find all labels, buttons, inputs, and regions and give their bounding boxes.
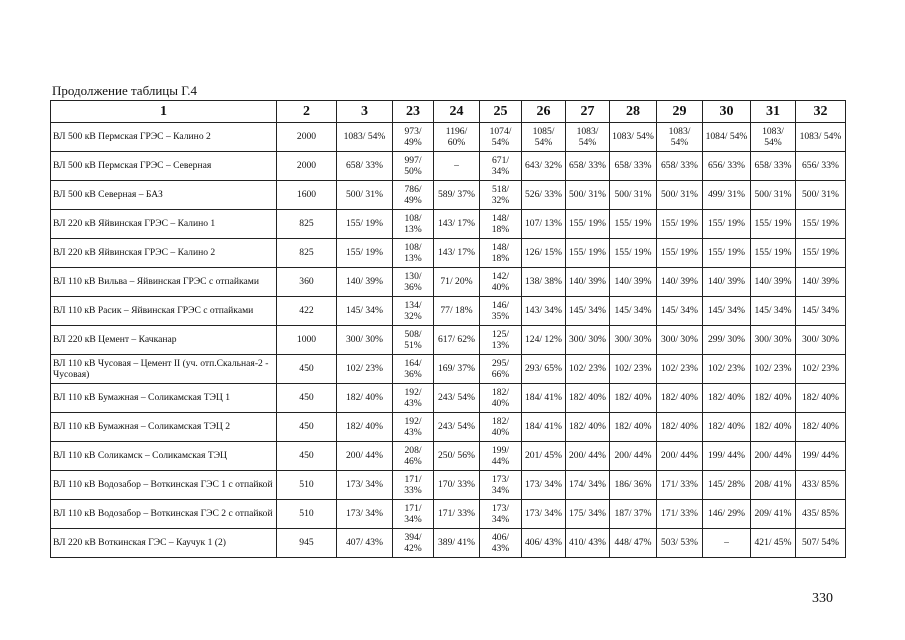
capacity-cell: 422 xyxy=(277,297,337,326)
column-header-32: 32 xyxy=(796,101,846,123)
load-cell: 500/ 31% xyxy=(657,181,703,210)
table-row xyxy=(51,297,846,326)
line-name-cell: ВЛ 110 кВ Водозабор – Воткинская ГЭС 2 с отпайкой xyxy=(51,500,277,529)
capacity-cell: 360 xyxy=(277,268,337,297)
table-row xyxy=(51,152,846,181)
table-row xyxy=(51,500,846,529)
load-cell: 124/ 12% xyxy=(522,326,566,355)
table-row xyxy=(51,210,846,239)
column-header-26: 26 xyxy=(522,101,566,123)
load-cell: 243/ 54% xyxy=(434,384,480,413)
load-cell: 300/ 30% xyxy=(796,326,846,355)
load-cell: 526/ 33% xyxy=(522,181,566,210)
load-cell: 182/ 40% xyxy=(703,413,751,442)
load-cell: 293/ 65% xyxy=(522,355,566,384)
load-cell: 126/ 15% xyxy=(522,239,566,268)
load-cell: 1083/ 54% xyxy=(657,123,703,152)
load-cell: 143/ 17% xyxy=(434,239,480,268)
line-name-cell: ВЛ 110 кВ Чусовая – Цемент II (уч. отп.Скальная-2 - Чусовая) xyxy=(51,355,277,384)
load-cell: 182/ 40% xyxy=(751,413,796,442)
header-row xyxy=(51,101,846,123)
column-header-30: 30 xyxy=(703,101,751,123)
load-cell: 182/ 40% xyxy=(337,413,393,442)
capacity-cell: 2000 xyxy=(277,123,337,152)
load-cell: 148/ 18% xyxy=(480,239,522,268)
table-row xyxy=(51,529,846,558)
table-row xyxy=(51,326,846,355)
line-name-cell: ВЛ 110 кВ Бумажная – Соликамская ТЭЦ 1 xyxy=(51,384,277,413)
capacity-cell: 2000 xyxy=(277,152,337,181)
load-cell: 142/ 40% xyxy=(480,268,522,297)
load-cell: 140/ 39% xyxy=(566,268,610,297)
load-cell: 145/ 34% xyxy=(337,297,393,326)
capacity-cell: 825 xyxy=(277,210,337,239)
load-cell: 1083/ 54% xyxy=(337,123,393,152)
load-cell: 500/ 31% xyxy=(337,181,393,210)
load-cell: 499/ 31% xyxy=(703,181,751,210)
table-row xyxy=(51,384,846,413)
line-name-cell: ВЛ 110 кВ Расик – Яйвинская ГРЭС с отпайками xyxy=(51,297,277,326)
load-cell: 658/ 33% xyxy=(566,152,610,181)
load-cell: 173/ 34% xyxy=(337,471,393,500)
load-cell: 435/ 85% xyxy=(796,500,846,529)
capacity-cell: 510 xyxy=(277,471,337,500)
load-cell: 102/ 23% xyxy=(337,355,393,384)
capacity-cell: 450 xyxy=(277,355,337,384)
table-row xyxy=(51,355,846,384)
load-cell: 186/ 36% xyxy=(610,471,657,500)
load-cell: 155/ 19% xyxy=(610,239,657,268)
load-cell: 173/ 34% xyxy=(480,500,522,529)
load-cell: 508/ 51% xyxy=(393,326,434,355)
column-header-3: 3 xyxy=(337,101,393,123)
load-cell: 155/ 19% xyxy=(703,239,751,268)
load-cell: 140/ 39% xyxy=(337,268,393,297)
load-cell: 182/ 40% xyxy=(566,384,610,413)
load-cell: 182/ 40% xyxy=(657,384,703,413)
load-cell: 786/ 49% xyxy=(393,181,434,210)
capacity-cell: 510 xyxy=(277,500,337,529)
line-name-cell: ВЛ 500 кВ Пермская ГРЭС – Калино 2 xyxy=(51,123,277,152)
load-cell: 656/ 33% xyxy=(703,152,751,181)
load-cell: 199/ 44% xyxy=(480,442,522,471)
load-cell: 155/ 19% xyxy=(796,210,846,239)
load-cell: 208/ 41% xyxy=(751,471,796,500)
page-number: 330 xyxy=(812,591,833,606)
load-cell: 200/ 44% xyxy=(566,442,610,471)
load-cell: 1196/ 60% xyxy=(434,123,480,152)
load-cell: 155/ 19% xyxy=(566,239,610,268)
load-cell: 448/ 47% xyxy=(610,529,657,558)
load-cell: 155/ 19% xyxy=(337,210,393,239)
column-header-29: 29 xyxy=(657,101,703,123)
load-cell: 107/ 13% xyxy=(522,210,566,239)
line-name-cell: ВЛ 110 кВ Соликамск – Соликамская ТЭЦ xyxy=(51,442,277,471)
load-cell: – xyxy=(434,152,480,181)
load-cell: 140/ 39% xyxy=(751,268,796,297)
load-cell: 155/ 19% xyxy=(657,210,703,239)
load-cell: 155/ 19% xyxy=(751,239,796,268)
load-cell: 208/ 46% xyxy=(393,442,434,471)
load-cell: 643/ 32% xyxy=(522,152,566,181)
load-cell: 182/ 40% xyxy=(796,384,846,413)
load-cell: 171/ 33% xyxy=(393,471,434,500)
load-cell: 192/ 43% xyxy=(393,413,434,442)
load-cell: 182/ 40% xyxy=(703,384,751,413)
load-cell: 1085/ 54% xyxy=(522,123,566,152)
load-cell: 130/ 36% xyxy=(393,268,434,297)
load-cell: 658/ 33% xyxy=(337,152,393,181)
line-name-cell: ВЛ 220 кВ Цемент – Качканар xyxy=(51,326,277,355)
load-cell: 182/ 40% xyxy=(610,413,657,442)
column-header-27: 27 xyxy=(566,101,610,123)
load-cell: 997/ 50% xyxy=(393,152,434,181)
load-cell: 148/ 18% xyxy=(480,210,522,239)
load-cell: 146/ 35% xyxy=(480,297,522,326)
load-cell: 140/ 39% xyxy=(610,268,657,297)
load-cell: 140/ 39% xyxy=(657,268,703,297)
load-cell: 155/ 19% xyxy=(566,210,610,239)
load-cell: 421/ 45% xyxy=(751,529,796,558)
load-cell: 77/ 18% xyxy=(434,297,480,326)
load-cell: 182/ 40% xyxy=(566,413,610,442)
load-cell: 1083/ 54% xyxy=(566,123,610,152)
column-header-31: 31 xyxy=(751,101,796,123)
column-header-25: 25 xyxy=(480,101,522,123)
load-cell: 1083/ 54% xyxy=(610,123,657,152)
load-cell: 658/ 33% xyxy=(751,152,796,181)
column-header-1: 1 xyxy=(51,101,277,123)
load-cell: 173/ 34% xyxy=(522,471,566,500)
load-cell: 145/ 34% xyxy=(566,297,610,326)
load-cell: 182/ 40% xyxy=(480,413,522,442)
load-cell: 182/ 40% xyxy=(751,384,796,413)
load-cell: 173/ 34% xyxy=(480,471,522,500)
load-cell: 518/ 32% xyxy=(480,181,522,210)
table-row xyxy=(51,123,846,152)
line-name-cell: ВЛ 500 кВ Северная – БАЗ xyxy=(51,181,277,210)
load-cell: 671/ 34% xyxy=(480,152,522,181)
table-body xyxy=(51,123,846,558)
load-cell: 658/ 33% xyxy=(657,152,703,181)
load-cell: 145/ 34% xyxy=(703,297,751,326)
load-cell: 199/ 44% xyxy=(703,442,751,471)
table-row xyxy=(51,181,846,210)
load-cell: 295/ 66% xyxy=(480,355,522,384)
load-cell: 171/ 33% xyxy=(434,500,480,529)
load-cell: 201/ 45% xyxy=(522,442,566,471)
load-cell: 500/ 31% xyxy=(751,181,796,210)
load-cell: 1083/ 54% xyxy=(796,123,846,152)
load-cell: 200/ 44% xyxy=(337,442,393,471)
column-header-28: 28 xyxy=(610,101,657,123)
table-caption: Продолжение таблицы Г.4 xyxy=(52,83,198,98)
load-cell: 145/ 34% xyxy=(796,297,846,326)
column-header-23: 23 xyxy=(393,101,434,123)
capacity-cell: 450 xyxy=(277,384,337,413)
line-name-cell: ВЛ 220 кВ Воткинская ГЭС – Каучук 1 (2) xyxy=(51,529,277,558)
load-cell: 500/ 31% xyxy=(610,181,657,210)
load-cell: 108/ 13% xyxy=(393,239,434,268)
capacity-cell: 450 xyxy=(277,413,337,442)
load-cell: 155/ 19% xyxy=(657,239,703,268)
load-cell: 589/ 37% xyxy=(434,181,480,210)
load-cell: 199/ 44% xyxy=(796,442,846,471)
load-cell: 140/ 39% xyxy=(796,268,846,297)
column-header-24: 24 xyxy=(434,101,480,123)
load-cell: 155/ 19% xyxy=(751,210,796,239)
load-cell: 973/ 49% xyxy=(393,123,434,152)
load-cell: 406/ 43% xyxy=(480,529,522,558)
load-cell: 102/ 23% xyxy=(657,355,703,384)
load-cell: 507/ 54% xyxy=(796,529,846,558)
load-cell: 394/ 42% xyxy=(393,529,434,558)
load-cell: 173/ 34% xyxy=(337,500,393,529)
load-cell: 169/ 37% xyxy=(434,355,480,384)
load-cell: 187/ 37% xyxy=(610,500,657,529)
load-cell: 155/ 19% xyxy=(796,239,846,268)
load-cell: 175/ 34% xyxy=(566,500,610,529)
load-cell: 250/ 56% xyxy=(434,442,480,471)
load-cell: 155/ 19% xyxy=(610,210,657,239)
load-cell: 170/ 33% xyxy=(434,471,480,500)
column-header-2: 2 xyxy=(277,101,337,123)
load-table xyxy=(50,100,846,558)
load-cell: 200/ 44% xyxy=(657,442,703,471)
load-cell: 182/ 40% xyxy=(657,413,703,442)
load-cell: 146/ 29% xyxy=(703,500,751,529)
load-cell: 1074/ 54% xyxy=(480,123,522,152)
load-cell: 145/ 34% xyxy=(657,297,703,326)
load-cell: 503/ 53% xyxy=(657,529,703,558)
line-name-cell: ВЛ 110 кВ Вильва – Яйвинская ГРЭС с отпайками xyxy=(51,268,277,297)
load-cell: 71/ 20% xyxy=(434,268,480,297)
load-cell: 299/ 30% xyxy=(703,326,751,355)
capacity-cell: 1000 xyxy=(277,326,337,355)
load-cell: 243/ 54% xyxy=(434,413,480,442)
table-row xyxy=(51,268,846,297)
load-cell: 182/ 40% xyxy=(480,384,522,413)
load-cell: 138/ 38% xyxy=(522,268,566,297)
load-cell: 102/ 23% xyxy=(566,355,610,384)
table-row xyxy=(51,239,846,268)
table-row xyxy=(51,471,846,500)
load-cell: 174/ 34% xyxy=(566,471,610,500)
load-cell: 143/ 34% xyxy=(522,297,566,326)
load-cell: 200/ 44% xyxy=(610,442,657,471)
load-cell: 617/ 62% xyxy=(434,326,480,355)
line-name-cell: ВЛ 110 кВ Бумажная – Соликамская ТЭЦ 2 xyxy=(51,413,277,442)
load-cell: 182/ 40% xyxy=(796,413,846,442)
load-cell: 184/ 41% xyxy=(522,413,566,442)
load-cell: 134/ 32% xyxy=(393,297,434,326)
load-cell: – xyxy=(703,529,751,558)
load-cell: 182/ 40% xyxy=(610,384,657,413)
load-cell: 300/ 30% xyxy=(337,326,393,355)
load-cell: 164/ 36% xyxy=(393,355,434,384)
load-cell: 658/ 33% xyxy=(610,152,657,181)
load-cell: 171/ 34% xyxy=(393,500,434,529)
load-cell: 145/ 34% xyxy=(610,297,657,326)
load-cell: 155/ 19% xyxy=(703,210,751,239)
table-row xyxy=(51,442,846,471)
load-cell: 102/ 23% xyxy=(796,355,846,384)
load-cell: 108/ 13% xyxy=(393,210,434,239)
load-cell: 300/ 30% xyxy=(657,326,703,355)
load-cell: 407/ 43% xyxy=(337,529,393,558)
capacity-cell: 1600 xyxy=(277,181,337,210)
line-name-cell: ВЛ 220 кВ Яйвинская ГРЭС – Калино 1 xyxy=(51,210,277,239)
capacity-cell: 450 xyxy=(277,442,337,471)
load-cell: 125/ 13% xyxy=(480,326,522,355)
load-cell: 433/ 85% xyxy=(796,471,846,500)
load-cell: 140/ 39% xyxy=(703,268,751,297)
load-cell: 102/ 23% xyxy=(703,355,751,384)
load-cell: 410/ 43% xyxy=(566,529,610,558)
load-cell: 500/ 31% xyxy=(796,181,846,210)
load-cell: 406/ 43% xyxy=(522,529,566,558)
load-cell: 192/ 43% xyxy=(393,384,434,413)
load-cell: 500/ 31% xyxy=(566,181,610,210)
capacity-cell: 945 xyxy=(277,529,337,558)
line-name-cell: ВЛ 220 кВ Яйвинская ГРЭС – Калино 2 xyxy=(51,239,277,268)
load-cell: 300/ 30% xyxy=(610,326,657,355)
load-cell: 155/ 19% xyxy=(337,239,393,268)
load-cell: 209/ 41% xyxy=(751,500,796,529)
load-cell: 171/ 33% xyxy=(657,500,703,529)
load-cell: 1083/ 54% xyxy=(751,123,796,152)
load-cell: 184/ 41% xyxy=(522,384,566,413)
load-cell: 171/ 33% xyxy=(657,471,703,500)
load-cell: 173/ 34% xyxy=(522,500,566,529)
capacity-cell: 825 xyxy=(277,239,337,268)
load-cell: 143/ 17% xyxy=(434,210,480,239)
load-cell: 656/ 33% xyxy=(796,152,846,181)
load-cell: 145/ 34% xyxy=(751,297,796,326)
load-cell: 1084/ 54% xyxy=(703,123,751,152)
load-cell: 389/ 41% xyxy=(434,529,480,558)
load-cell: 102/ 23% xyxy=(751,355,796,384)
load-cell: 300/ 30% xyxy=(751,326,796,355)
load-cell: 145/ 28% xyxy=(703,471,751,500)
load-cell: 300/ 30% xyxy=(566,326,610,355)
line-name-cell: ВЛ 500 кВ Пермская ГРЭС – Северная xyxy=(51,152,277,181)
load-cell: 200/ 44% xyxy=(751,442,796,471)
load-cell: 102/ 23% xyxy=(610,355,657,384)
line-name-cell: ВЛ 110 кВ Водозабор – Воткинская ГЭС 1 с отпайкой xyxy=(51,471,277,500)
load-cell: 182/ 40% xyxy=(337,384,393,413)
table-row xyxy=(51,413,846,442)
